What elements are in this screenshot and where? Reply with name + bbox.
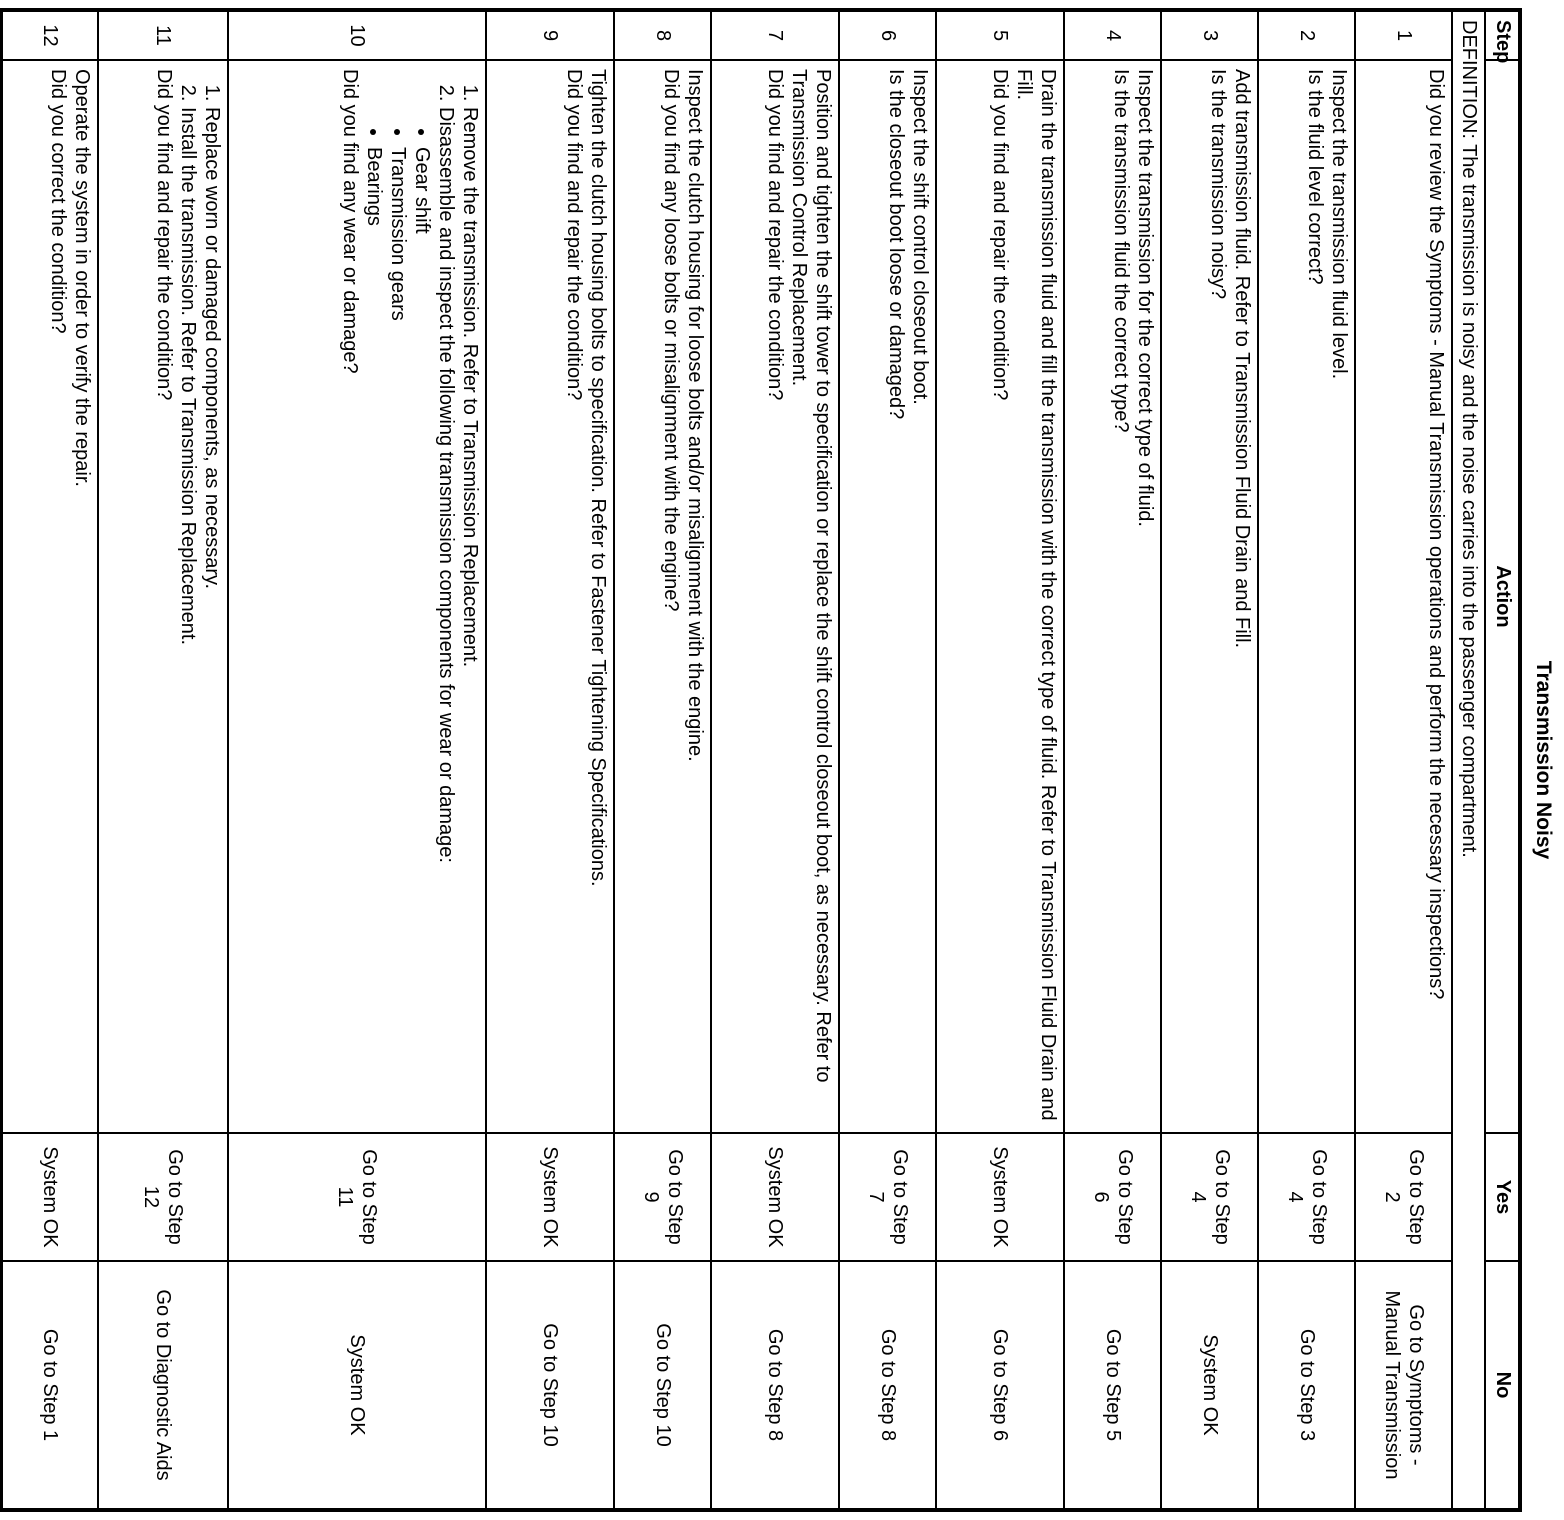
step-number: 11 xyxy=(98,10,228,60)
yes-result: Go to Step 2 xyxy=(1355,1133,1452,1261)
component-bullet-list xyxy=(362,107,434,1124)
definition-row xyxy=(1452,10,1485,1510)
action-question: Did you find and repair the condition? xyxy=(989,69,1011,401)
action-numbered-list xyxy=(176,69,224,1124)
action-cell xyxy=(711,60,839,1133)
action-question: Did you review the Symptoms - Manual Transmission operations and perform the necessary inspections? xyxy=(1425,69,1447,1000)
action-instruction: Inspect the shift control closeout boot. xyxy=(909,69,931,405)
no-result: Go to Step 8 xyxy=(839,1261,936,1510)
component-bullet-item: • Bearings xyxy=(362,147,386,1124)
action-cell xyxy=(1258,60,1355,1133)
table-row xyxy=(98,10,228,1510)
step-number: 12 xyxy=(1,10,98,60)
action-instruction: Position and tighten the shift tower to specification or replace the shift control closeout boot, as necessary. Refer to Transmission Control Replacement. xyxy=(788,69,834,1083)
yes-result: Go to Step 12 xyxy=(98,1133,228,1261)
action-question: Is the closeout boot loose or damaged? xyxy=(885,69,907,420)
action-list-item xyxy=(200,107,224,1124)
diagnostic-table xyxy=(0,8,1522,1512)
action-question: Did you find and repair the condition? xyxy=(153,69,175,401)
header-step: Step xyxy=(1485,10,1520,60)
action-numbered-list xyxy=(362,69,482,1124)
table-row xyxy=(228,10,486,1510)
table-row xyxy=(839,10,936,1510)
table-row xyxy=(1,10,98,1510)
action-cell xyxy=(936,60,1064,1133)
action-instruction: Inspect the transmission fluid level. xyxy=(1328,69,1350,380)
table-row xyxy=(711,10,839,1510)
table-row xyxy=(1355,10,1452,1510)
yes-result: Go to Step 9 xyxy=(614,1133,711,1261)
action-cell xyxy=(1161,60,1258,1133)
action-list-item xyxy=(362,107,458,1124)
action-cell xyxy=(614,60,711,1133)
header-yes: Yes xyxy=(1485,1133,1520,1261)
step-number: 5 xyxy=(936,10,1064,60)
no-result: Go to Step 10 xyxy=(614,1261,711,1510)
header-row xyxy=(1485,10,1520,1510)
component-bullet-item: • Gear shift xyxy=(410,147,434,1124)
action-list-item-text: Install the transmission. Refer to Transmission Replacement. xyxy=(177,107,199,645)
step-number: 6 xyxy=(839,10,936,60)
table-row xyxy=(1161,10,1258,1510)
yes-result: Go to Step 6 xyxy=(1064,1133,1161,1261)
action-cell xyxy=(1355,60,1452,1133)
action-question: Did you correct the condition? xyxy=(47,69,69,334)
action-instruction: Add transmission fluid. Refer to Transmission Fluid Drain and Fill. xyxy=(1231,69,1253,649)
action-list-item-text: Replace worn or damaged components, as necessary. xyxy=(201,107,223,590)
action-list-item xyxy=(176,107,200,1124)
table-body xyxy=(1,10,1485,1510)
action-cell xyxy=(1064,60,1161,1133)
yes-result: System OK xyxy=(711,1133,839,1261)
action-list-item xyxy=(458,107,482,1124)
action-question: Is the transmission fluid the correct type? xyxy=(1110,69,1132,433)
no-result: Go to Symptoms - Manual Transmission xyxy=(1355,1261,1452,1510)
no-result: Go to Step 6 xyxy=(936,1261,1064,1510)
no-result: Go to Step 8 xyxy=(711,1261,839,1510)
no-result: System OK xyxy=(1161,1261,1258,1510)
action-question: Did you find and repair the condition? xyxy=(764,69,786,401)
action-list-item-text: Disassemble and inspect the following transmission components for wear or damage: xyxy=(435,107,457,863)
yes-result: Go to Step 7 xyxy=(839,1133,936,1261)
step-number: 9 xyxy=(486,10,614,60)
no-result: Go to Step 5 xyxy=(1064,1261,1161,1510)
action-instruction: Drain the transmission fluid and fill the transmission with the correct type of fluid. Refer to Transmission Fluid Drain and Fill. xyxy=(1013,69,1059,1121)
action-question: Is the transmission noisy? xyxy=(1207,69,1229,300)
action-question: Is the fluid level correct? xyxy=(1304,69,1326,285)
action-cell xyxy=(98,60,228,1133)
definition-text: DEFINITION: The transmission is noisy and the noise carries into the passenger compartment. xyxy=(1452,10,1485,1510)
step-number: 4 xyxy=(1064,10,1161,60)
header-action: Action xyxy=(1485,60,1520,1133)
action-list-item-text: Remove the transmission. Refer to Transmission Replacement. xyxy=(459,107,481,668)
yes-result: System OK xyxy=(486,1133,614,1261)
step-number: 3 xyxy=(1161,10,1258,60)
no-result: Go to Step 10 xyxy=(486,1261,614,1510)
no-result: Go to Step 1 xyxy=(1,1261,98,1510)
action-cell xyxy=(228,60,486,1133)
step-number: 10 xyxy=(228,10,486,60)
no-result: System OK xyxy=(228,1261,486,1510)
header-no: No xyxy=(1485,1261,1520,1510)
step-number: 8 xyxy=(614,10,711,60)
page-title: Transmission Noisy xyxy=(1532,660,1555,860)
step-number: 2 xyxy=(1258,10,1355,60)
step-number: 7 xyxy=(711,10,839,60)
yes-result: Go to Step 4 xyxy=(1161,1133,1258,1261)
action-instruction: Operate the system in order to verify the repair. xyxy=(71,69,93,487)
table-row xyxy=(486,10,614,1510)
action-instruction: Inspect the clutch housing for loose bolts and/or misalignment with the engine. xyxy=(684,69,706,762)
action-question: Did you find any loose bolts or misalignment with the engine? xyxy=(660,69,682,612)
component-bullet-item: • Transmission gears xyxy=(386,147,410,1124)
yes-result: Go to Step 11 xyxy=(228,1133,486,1261)
action-instruction: Inspect the transmission for the correct type of fluid. xyxy=(1134,69,1156,527)
action-cell xyxy=(486,60,614,1133)
yes-result: System OK xyxy=(1,1133,98,1261)
step-number: 1 xyxy=(1355,10,1452,60)
table-row xyxy=(936,10,1064,1510)
yes-result: System OK xyxy=(936,1133,1064,1261)
action-question: Did you find any wear or damage? xyxy=(339,69,361,374)
table-row xyxy=(1064,10,1161,1510)
no-result: Go to Diagnostic Aids xyxy=(98,1261,228,1510)
no-result: Go to Step 3 xyxy=(1258,1261,1355,1510)
action-question: Did you find and repair the condition? xyxy=(563,69,585,401)
action-cell xyxy=(839,60,936,1133)
action-cell xyxy=(1,60,98,1133)
action-instruction: Tighten the clutch housing bolts to specification. Refer to Fastener Tightening Specifications. xyxy=(587,69,609,887)
table-row xyxy=(614,10,711,1510)
yes-result: Go to Step 4 xyxy=(1258,1133,1355,1261)
table-row xyxy=(1258,10,1355,1510)
